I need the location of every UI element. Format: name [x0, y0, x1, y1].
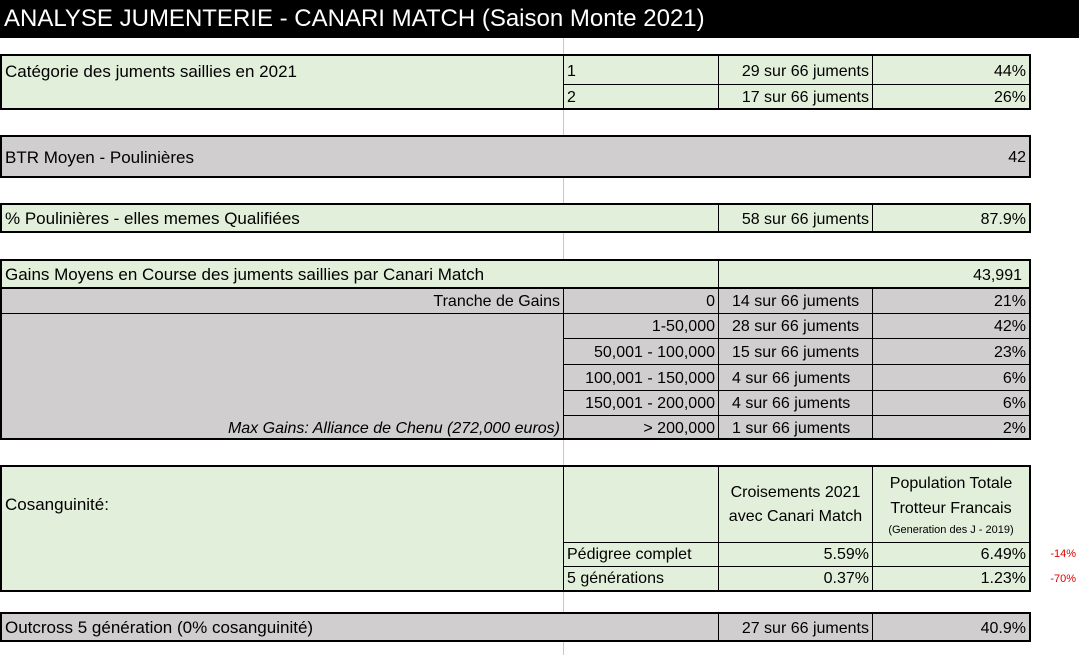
tranche-pct: 2% — [1002, 420, 1026, 437]
gains-value: 43,991 — [973, 267, 1022, 284]
tranche-count: 4 sur 66 juments — [732, 370, 851, 387]
tranche-count: 4 sur 66 juments — [732, 395, 851, 412]
qualifiees-block — [0, 203, 1031, 233]
col-croisements-line2: avec Canari Match — [728, 508, 863, 525]
categorie-pct-2: 26% — [993, 89, 1026, 106]
col-croisements-line1: Croisements 2021 — [730, 484, 861, 501]
categorie-count-2: 17 sur 66 juments — [741, 89, 869, 106]
tranche-pct: 6% — [1002, 370, 1026, 387]
qualifiees-pct: 87.9% — [980, 211, 1026, 228]
max-gains-label: Max Gains: Alliance de Chenu (272,000 euros) — [227, 420, 560, 437]
col-population-line2: Trotteur Francais — [890, 500, 1012, 517]
categorie-count-1: 29 sur 66 juments — [741, 63, 869, 80]
tranche-count: 28 sur 66 juments — [732, 318, 860, 335]
tranche-pct: 6% — [1002, 395, 1026, 412]
page-title: ANALYSE JUMENTERIE - CANARI MATCH (Saison Monte 2021) — [0, 0, 1079, 38]
tranche-pct: 21% — [993, 293, 1026, 310]
btr-label: BTR Moyen - Poulinières — [5, 148, 194, 167]
categorie-label: Catégorie des juments saillies en 2021 — [5, 62, 298, 81]
cosang-diff: -14% — [1050, 548, 1076, 560]
cosang-row-pop: 6.49% — [980, 546, 1026, 563]
outcross-pct: 40.9% — [980, 620, 1026, 637]
cosang-row-canari: 0.37% — [823, 570, 869, 587]
tranche-pct: 42% — [993, 318, 1026, 335]
categorie-pct-1: 44% — [993, 63, 1026, 80]
qualifiees-count: 58 sur 66 juments — [741, 211, 869, 228]
cosanguinite-label: Cosanguinité: — [5, 495, 109, 514]
tranche-pct: 23% — [993, 344, 1026, 361]
cosang-diff: -70% — [1050, 573, 1076, 585]
col-population-note: (Generation des J - 2019) — [888, 524, 1014, 536]
gains-header — [0, 259, 1031, 289]
categorie-cat-1: 1 — [567, 63, 576, 80]
outcross-label: Outcross 5 génération (0% cosanguinité) — [5, 618, 314, 637]
categorie-block — [0, 54, 1031, 110]
btr-block — [0, 135, 1031, 178]
qualifiees-label: % Poulinières - elles memes Qualifiées — [5, 209, 300, 228]
tranche-range: 100,001 - 150,000 — [585, 370, 715, 387]
tranche-label: Tranche de Gains — [433, 293, 560, 310]
tranche-range: 0 — [706, 293, 715, 310]
cosang-row-canari: 5.59% — [823, 546, 869, 563]
tranche-count: 15 sur 66 juments — [732, 344, 860, 361]
cosang-row-label: Pédigree complet — [567, 546, 692, 563]
gains-tranche-table — [0, 287, 1031, 440]
tranche-range: 1-50,000 — [651, 318, 715, 335]
btr-value: 42 — [1008, 149, 1026, 166]
outcross-block — [0, 612, 1031, 642]
cosang-row-label: 5 générations — [567, 570, 664, 587]
tranche-range: 150,001 - 200,000 — [585, 395, 715, 412]
cosanguinite-block — [0, 465, 1031, 592]
outcross-count: 27 sur 66 juments — [741, 620, 869, 637]
tranche-count: 14 sur 66 juments — [732, 293, 860, 310]
cosang-row-pop: 1.23% — [980, 570, 1026, 587]
categorie-cat-2: 2 — [567, 89, 576, 106]
gains-label: Gains Moyens en Course des juments saillies par Canari Match — [5, 265, 485, 284]
tranche-range: > 200,000 — [643, 420, 715, 437]
tranche-range: 50,001 - 100,000 — [594, 344, 715, 361]
col-population-line1: Population Totale — [889, 475, 1013, 492]
tranche-count: 1 sur 66 juments — [732, 420, 851, 437]
